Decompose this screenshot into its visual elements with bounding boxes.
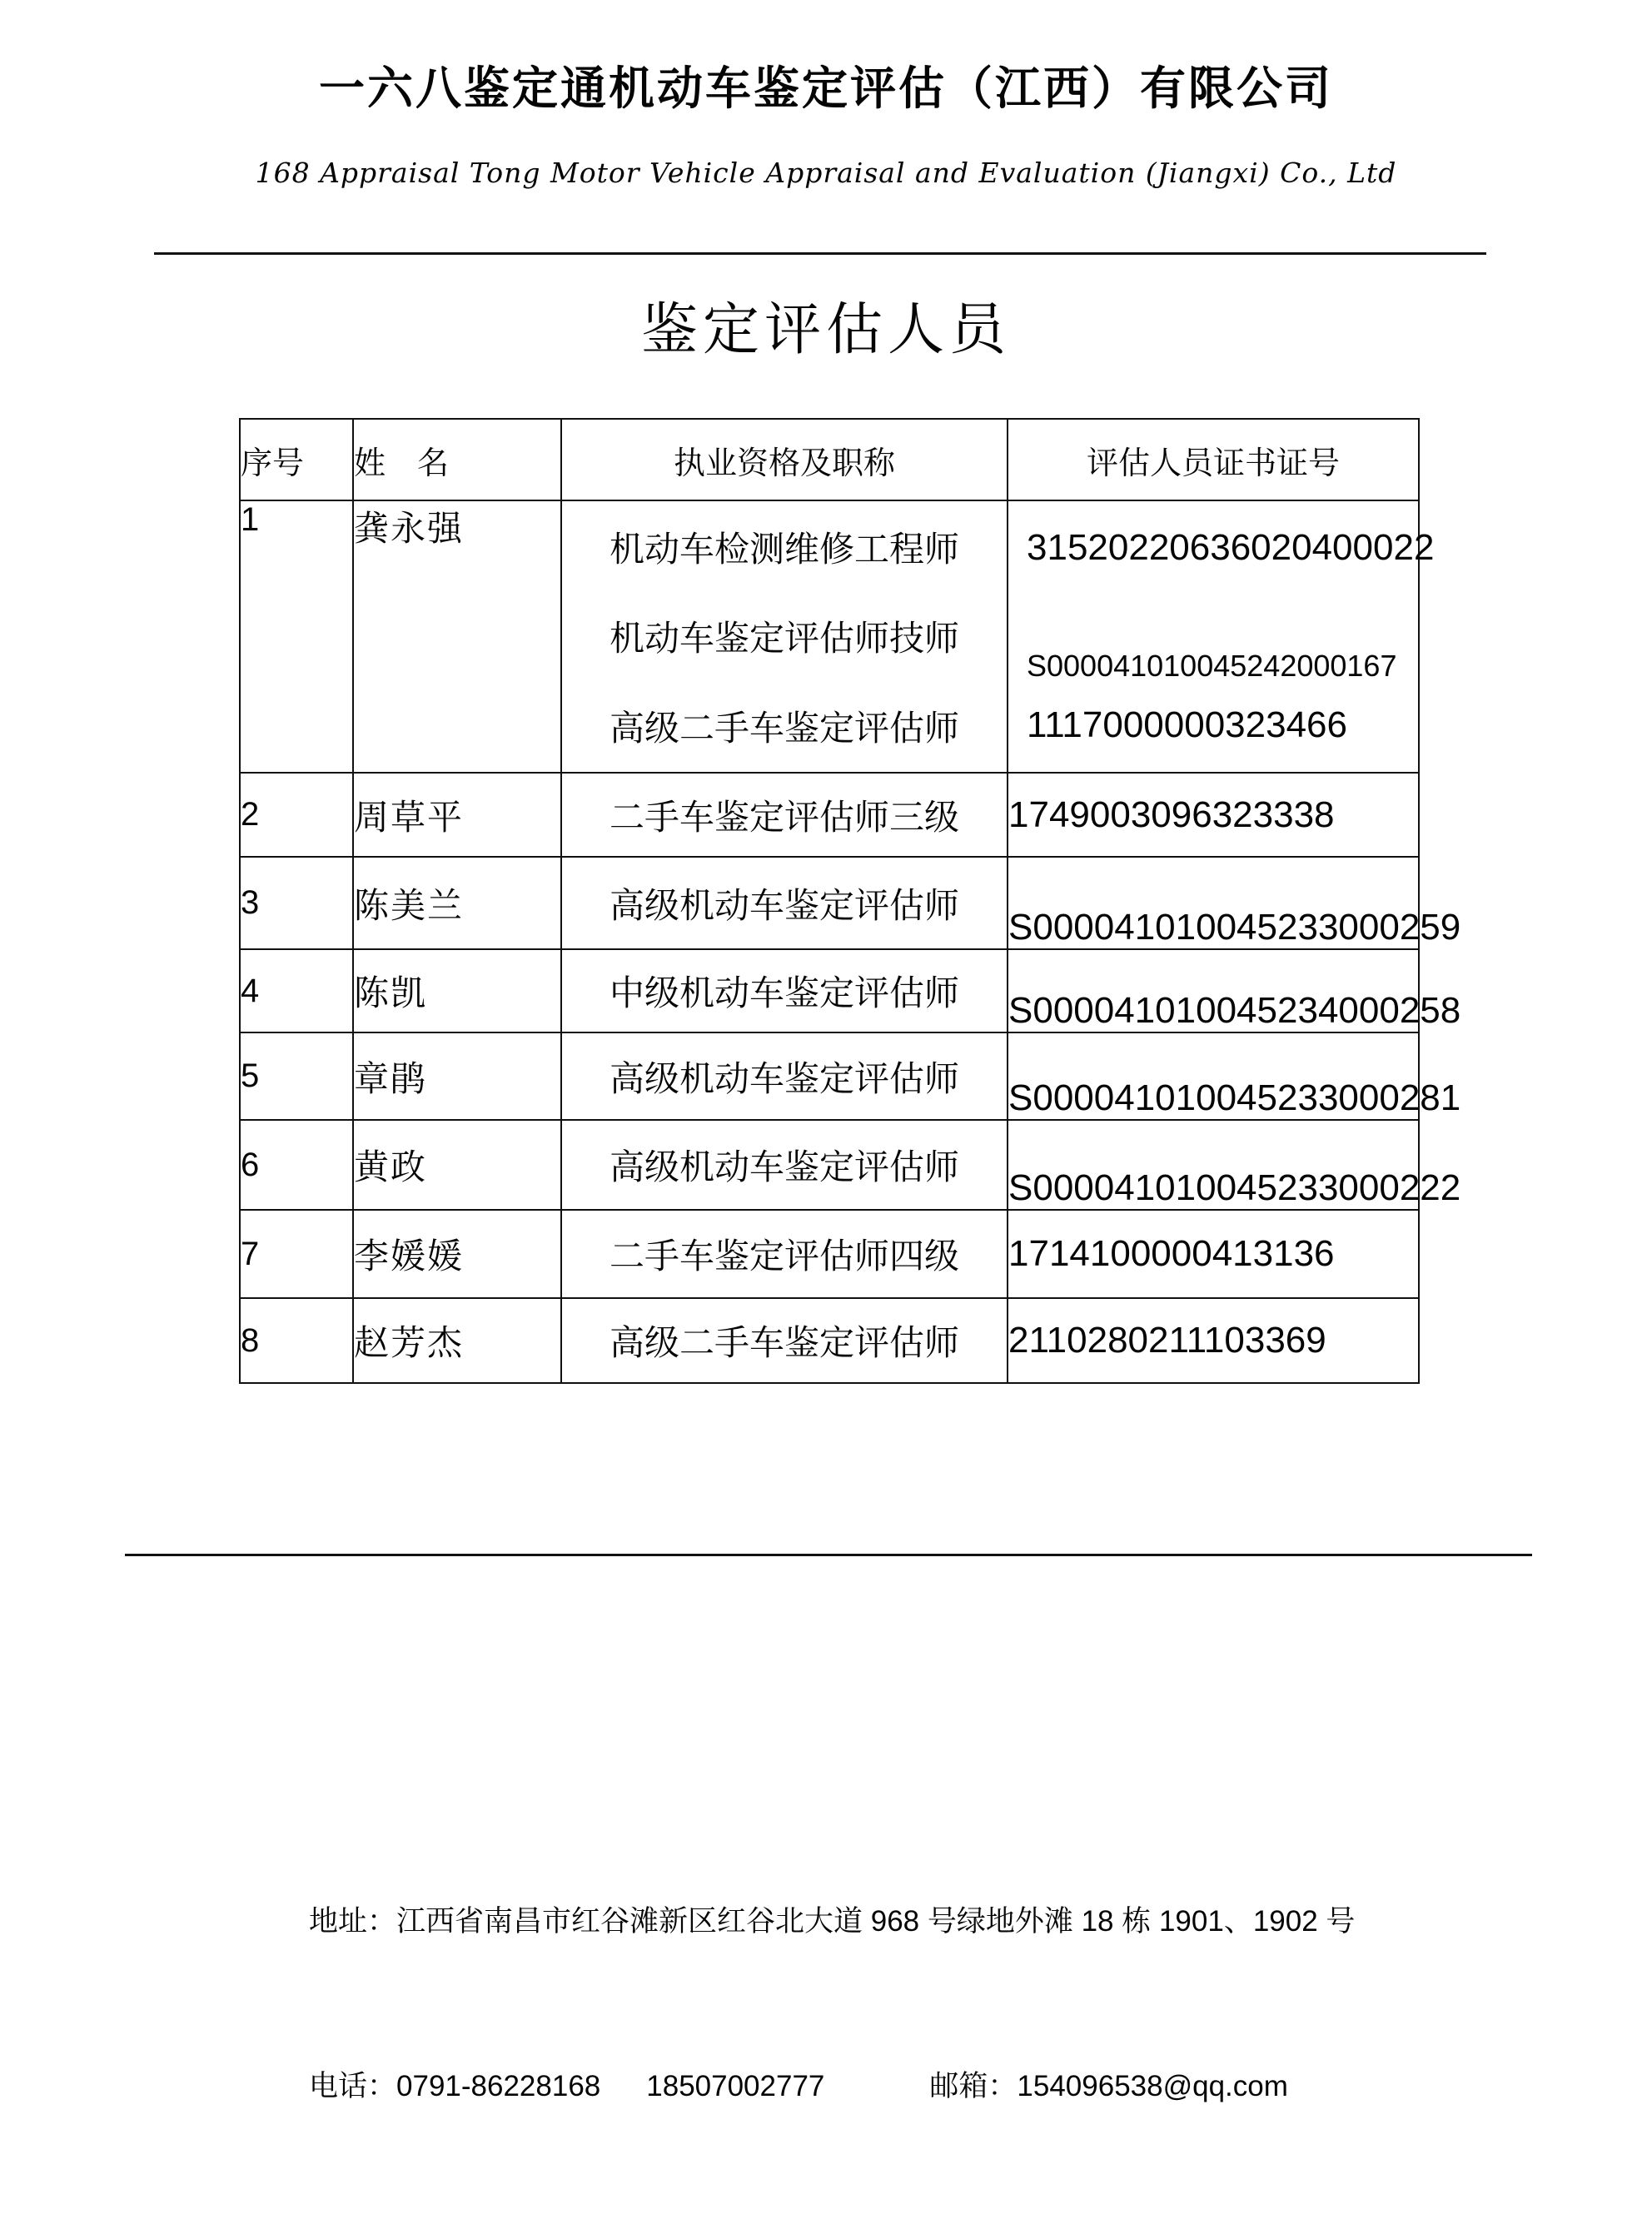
cell-name: 章鹃 <box>353 1032 561 1120</box>
cell-name: 陈凯 <box>353 949 561 1032</box>
certificate-number: 31520220636020400022 <box>1027 527 1435 569</box>
cell-certificate: S000041010045233000259 <box>1008 857 1419 949</box>
cell-certificate: 1714100000413136 <box>1008 1210 1419 1298</box>
cell-name: 赵芳杰 <box>353 1298 561 1383</box>
cell-name: 李媛媛 <box>353 1210 561 1298</box>
cell-no: 3 <box>240 857 353 949</box>
cell-certificate: 1749003096323338 <box>1008 773 1419 857</box>
cell-certificate: 2110280211103369 <box>1008 1298 1419 1383</box>
phone-number-2: 18507002777 <box>646 2070 825 2102</box>
cell-no: 4 <box>240 949 353 1032</box>
company-name-en: 168 Appraisal Tong Motor Vehicle Appraisal and Evaluation (Jiangxi) Co., Ltd <box>255 157 1397 189</box>
cell-no: 7 <box>240 1210 353 1298</box>
cell-qualification: 二手车鉴定评估师三级 <box>561 773 1008 857</box>
cell-name: 龚永强 <box>353 500 561 773</box>
phone-label: 电话： <box>309 2070 397 2102</box>
cell-qualification: 高级二手车鉴定评估师 <box>561 1298 1008 1383</box>
email-value: 154096538@qq.com <box>1017 2070 1288 2102</box>
cell-qualification: 中级机动车鉴定评估师 <box>561 949 1008 1032</box>
phone-number-1: 0791-86228168 <box>396 2070 601 2102</box>
footer <box>309 1784 1355 2224</box>
cell-no: 2 <box>240 773 353 857</box>
cell-qualification: 高级机动车鉴定评估师 <box>561 1032 1008 1120</box>
cell-certificate: S000041010045233000281 <box>1008 1032 1419 1120</box>
address-label: 地址： <box>309 1905 397 1938</box>
header-qualification: 执业资格及职称 <box>561 419 1008 500</box>
cell-qualification: 高级机动车鉴定评估师 <box>561 857 1008 949</box>
contact-line <box>309 2059 1355 2114</box>
cell-no: 5 <box>240 1032 353 1120</box>
qualification-line: 机动车检测维修工程师 <box>609 529 959 569</box>
cell-no: 8 <box>240 1298 353 1383</box>
address-line <box>309 1894 1355 1949</box>
personnel-table <box>239 418 1461 1384</box>
footer-divider-line <box>125 1554 1532 1556</box>
qualification-line: 机动车鉴定评估师技师 <box>609 619 959 659</box>
page-title: 鉴定评估人员 <box>640 298 1011 361</box>
cell-no: 1 <box>240 500 353 773</box>
cell-certificate <box>1008 500 1435 773</box>
table-row <box>240 1210 1419 1298</box>
table-row <box>240 1298 1419 1383</box>
cell-qualification: 高级机动车鉴定评估师 <box>561 1120 1008 1210</box>
table-row <box>240 1120 1419 1210</box>
table-row <box>240 1032 1419 1120</box>
cell-qualification: 二手车鉴定评估师四级 <box>561 1210 1008 1298</box>
email-label: 邮箱： <box>929 2070 1018 2102</box>
certificate-number: 1117000000323466 <box>1027 704 1347 745</box>
header-name: 姓 名 <box>353 419 561 500</box>
qualification-line: 高级二手车鉴定评估师 <box>609 709 959 749</box>
table-row <box>240 773 1419 857</box>
cell-no: 6 <box>240 1120 353 1210</box>
table-row <box>240 949 1419 1032</box>
cell-qualification <box>561 500 1008 773</box>
table-header-row <box>240 419 1419 500</box>
cell-certificate: S000041010045233000222 <box>1008 1120 1419 1210</box>
header-no: 序号 <box>240 419 353 500</box>
cell-name: 黄政 <box>353 1120 561 1210</box>
header-divider-line <box>154 252 1486 255</box>
header-certificate: 评估人员证书证号 <box>1008 419 1419 500</box>
table-row <box>240 500 1419 773</box>
company-name-zh: 一六八鉴定通机动车鉴定评估（江西）有限公司 <box>318 63 1333 114</box>
cell-name: 陈美兰 <box>353 857 561 949</box>
table-row <box>240 857 1419 949</box>
cell-name: 周草平 <box>353 773 561 857</box>
cell-certificate: S000041010045234000258 <box>1008 949 1419 1032</box>
address-value: 江西省南昌市红谷滩新区红谷北大道 968 号绿地外滩 18 栋 1901、1902 号 <box>396 1905 1356 1938</box>
certificate-number: S000041010045242000167 <box>1027 649 1397 684</box>
